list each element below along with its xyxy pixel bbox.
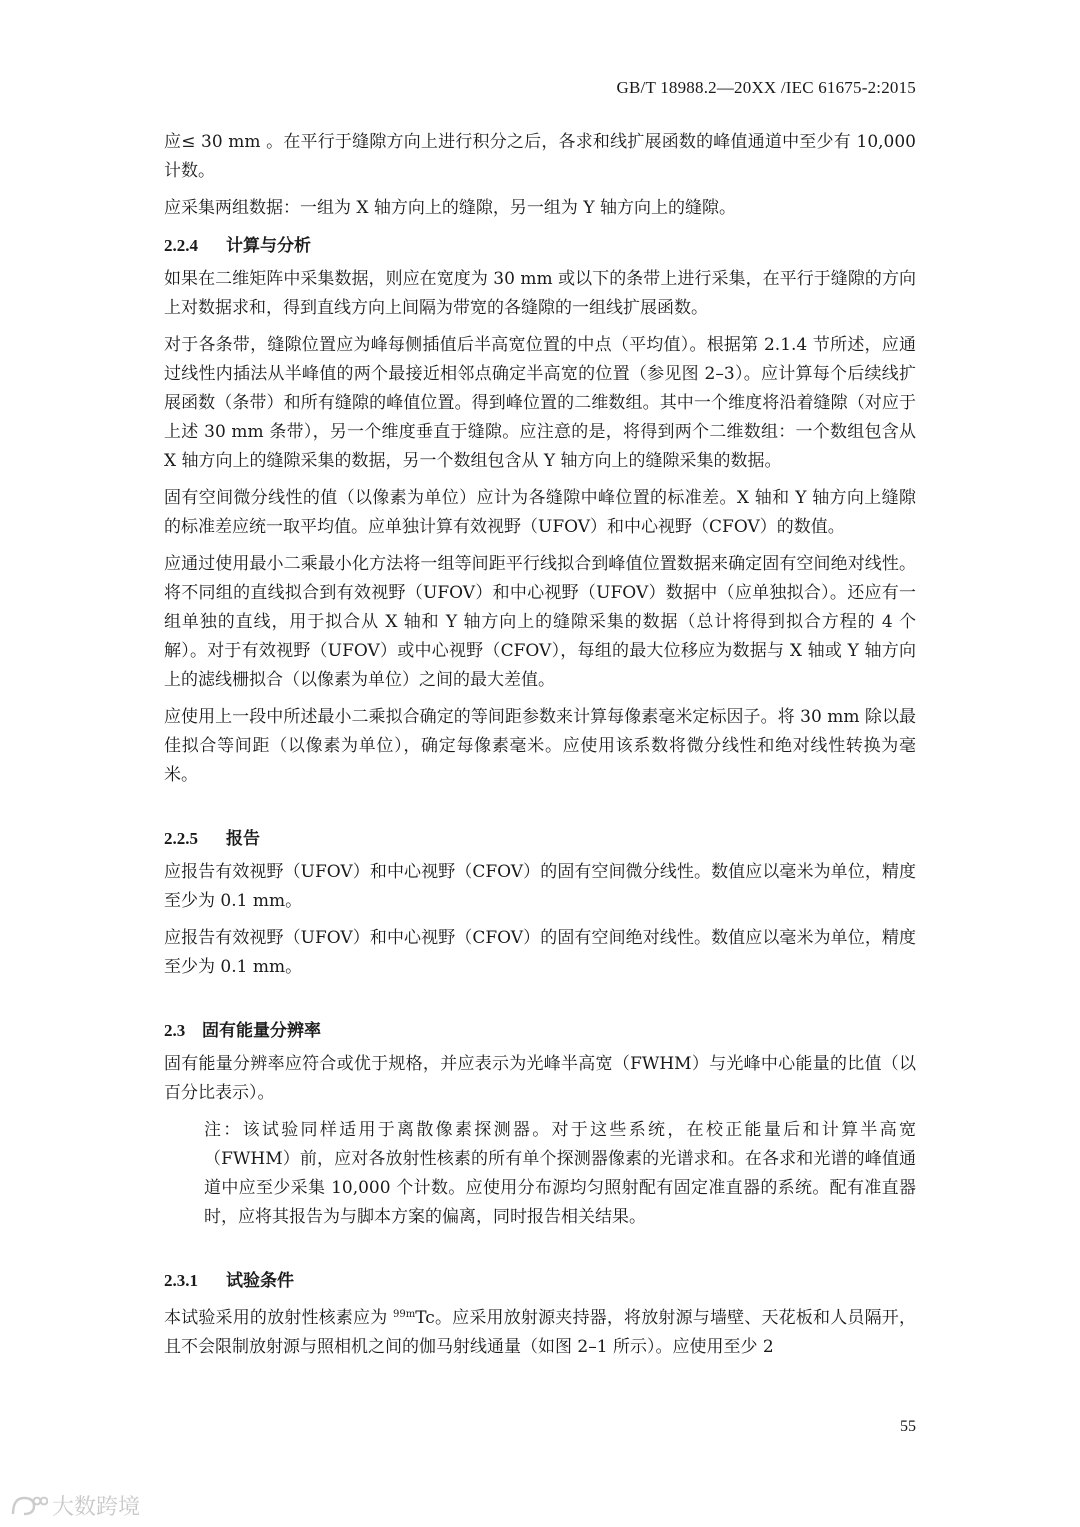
isotope-superscript: 99m [393, 1309, 416, 1320]
paragraph: 应采集两组数据：一组为 X 轴方向上的缝隙，另一组为 Y 轴方向上的缝隙。 [164, 198, 736, 218]
section-title: 计算与分析 [226, 236, 311, 256]
page-content [164, 128, 916, 1370]
paragraph: 固有能量分辨率应符合或优于规格，并应表示为光峰半高宽（FWHM）与光峰中心能量的比值（以百分比表示）。 [164, 1054, 916, 1103]
paragraph-text: 本试验采用的放射性核素应为 [164, 1308, 394, 1328]
page-number: 55 [900, 1418, 916, 1435]
paragraph [164, 1300, 916, 1362]
watermark [10, 1490, 140, 1521]
document-header: GB/T 18988.2—20XX /IEC 61675-2:2015 [616, 78, 916, 97]
section-heading [164, 1016, 916, 1046]
section-number: 2.2.4 [164, 236, 198, 255]
paragraph: 如果在二维矩阵中采集数据，则应在宽度为 30 mm 或以下的条带上进行采集，在平行于缝隙的方向上对数据求和，得到直线方向上间隔为带宽的各缝隙的一组线扩展函数。 [164, 269, 916, 318]
section-title: 报告 [226, 829, 260, 849]
paragraph: 对于各条带，缝隙位置应为峰每侧插值后半高宽位置的中点（平均值）。根据第 2.1.4 节所述，应通过线性内插法从半峰值的两个最接近相邻点确定半高宽的位置（参见图 2–3）。应计算每个后续线扩展函数（条带）和所有缝隙的峰值位置。得到峰位置的二维数组。其中一个维度将沿着缝隙（对应于上述 30 mm 条带），另一个维度垂直于缝隙。应注意的是，将得到两个二维数组：一个数组包含从 X 轴方向上的缝隙采集的数据，另一个数组包含从 Y 轴方向上的缝隙采集的数据。 [164, 335, 916, 471]
section-title: 试验条件 [226, 1271, 294, 1291]
paragraph: 应报告有效视野（UFOV）和中心视野（CFOV）的固有空间绝对线性。数值应以毫米为单位，精度至少为 0.1 mm。 [164, 928, 916, 977]
paragraph: 应≤ 30 mm 。在平行于缝隙方向上进行积分之后，各求和线扩展函数的峰值通道中至少有 10,000 计数。 [164, 132, 916, 181]
paragraph: 固有空间微分线性的值（以像素为单位）应计为各缝隙中峰位置的标准差。X 轴和 Y 轴方向上缝隙的标准差应统一取平均值。应单独计算有效视野（UFOV）和中心视野（CFOV）的数值。 [164, 488, 916, 537]
paragraph: 应通过使用最小二乘最小化方法将一组等间距平行线拟合到峰值位置数据来确定固有空间绝对线性。将不同组的直线拟合到有效视野（UFOV）和中心视野（UFOV）数据中（应单独拟合）。还应有一组单独的直线，用于拟合从 X 轴和 Y 轴方向上的缝隙采集的数据（总计将得到拟合方程的 4 个解）。对于有效视野（UFOV）或中心视野（CFOV），每组的最大位移应为数据与 X 轴或 Y 轴方向上的滤线栅拟合（以像素为单位）之间的最大差值。 [164, 554, 916, 690]
section-heading [164, 1266, 916, 1296]
section-heading [164, 231, 916, 261]
section-number: 2.2.5 [164, 829, 198, 848]
paragraph: 应报告有效视野（UFOV）和中心视野（CFOV）的固有空间微分线性。数值应以毫米为单位，精度至少为 0.1 mm。 [164, 862, 916, 911]
paragraph-text: Tc。应采用放射源夹持器，将放射源与墙壁、天花板和人员隔开，且不会限制放射源与照相机之间的伽马射线通量（如图 2–1 所示）。应使用至少 2 [164, 1308, 916, 1357]
paragraph: 应使用上一段中所述最小二乘拟合确定的等间距参数来计算每像素毫米定标因子。将 30 mm 除以最佳拟合等间距（以像素为单位），确定每像素毫米。应使用该系数将微分线性和绝对线性转换为毫米。 [164, 707, 916, 785]
note-paragraph: 注：该试验同样适用于离散像素探测器。对于这些系统，在校正能量后和计算半高宽（FWHM）前，应对各放射性核素的所有单个探测器像素的光谱求和。在各求和光谱的峰值通道中应至少采集 10,000 个计数。应使用分布源均匀照射配有固定准直器的系统。配有准直器时，应将其报告为与脚本方案的偏离，同时报告相关结果。 [204, 1120, 916, 1227]
section-heading [164, 824, 916, 854]
section-title: 固有能量分辨率 [202, 1021, 321, 1041]
watermark-text: 大数跨境 [52, 1495, 141, 1520]
section-number: 2.3.1 [164, 1271, 198, 1290]
logo-icon [10, 1494, 48, 1518]
section-number: 2.3 [164, 1021, 186, 1040]
